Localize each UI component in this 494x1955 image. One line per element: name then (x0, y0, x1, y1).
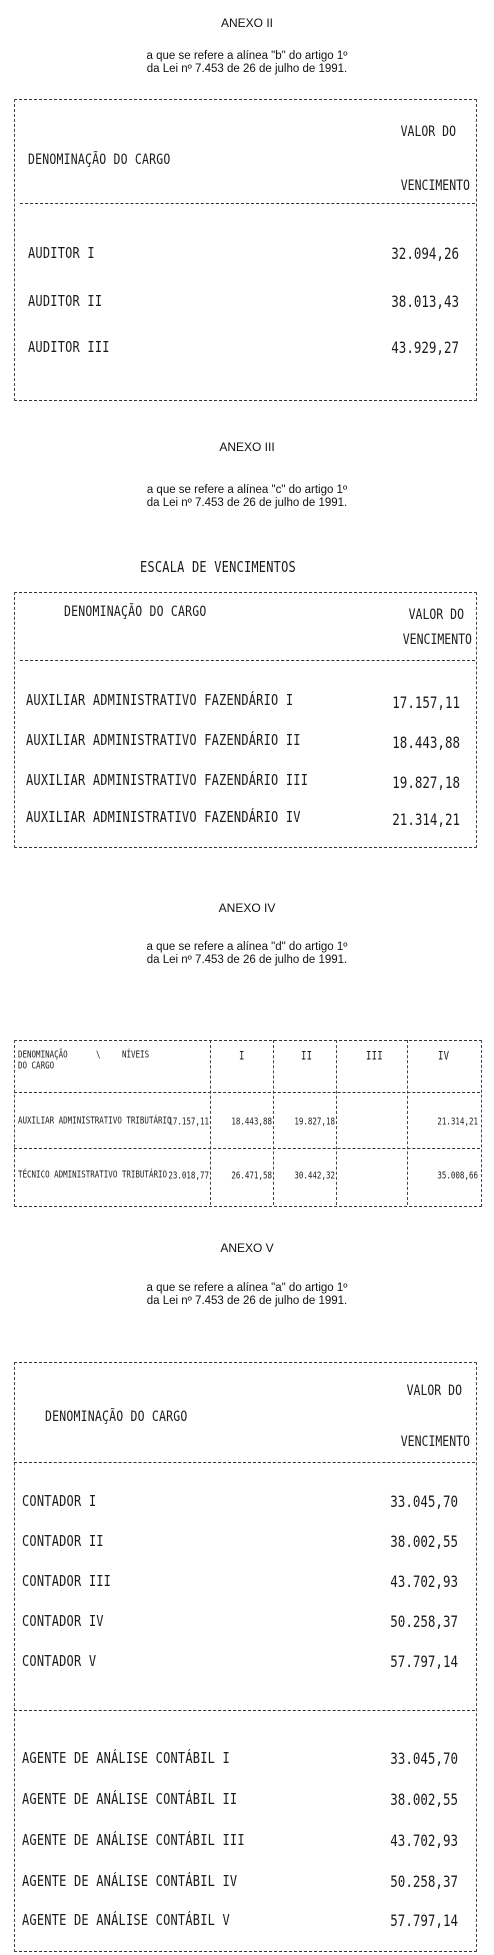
annex4-level-header: II (301, 1050, 313, 1064)
annex3-col-name: DENOMINAÇÃO DO CARGO (64, 602, 207, 620)
annex4-col-divider (336, 1040, 337, 1205)
annex4-row-value: 30.442,32 (294, 1169, 335, 1182)
annex3-ref-line1: a que se refere a alínea "c" do artigo 1º (146, 484, 348, 496)
annex5-row-name: CONTADOR II (22, 1532, 104, 1550)
annex3-row-value: 18.443,88 (392, 733, 460, 752)
annex5-row-value: 43.702,93 (390, 1572, 458, 1591)
annex4-col-divider (273, 1040, 274, 1205)
annex3-row-name: AUXILIAR ADMINISTRATIVO FAZENDÁRIO IV (26, 808, 301, 826)
annex2-col-value-2: VENCIMENTO (400, 176, 470, 194)
annex5-row-value: 57.797,14 (390, 1652, 458, 1671)
annex4-ref-line1: a que se refere a alínea "d" do artigo 1º (146, 941, 348, 953)
annex5-col-name: DENOMINAÇÃO DO CARGO (45, 1407, 188, 1425)
annex4-row-name: TÉCNICO ADMINISTRATIVO TRIBUTÁRIO (18, 1168, 168, 1181)
annex5-row-value: 57.797,14 (390, 1911, 458, 1930)
annex2-header-rule (20, 203, 475, 204)
annex4-row-value: 26.471,58 (231, 1169, 272, 1182)
annex2-heading: ANEXO II (220, 16, 273, 30)
annex4-col-name-1: DENOMINAÇÃO (18, 1048, 68, 1061)
annex5-ref-line2: da Lei nº 7.453 de 26 de julho de 1991. (146, 1295, 348, 1307)
annex2-row-value: 32.094,26 (391, 244, 459, 263)
annex4-level-header: I (239, 1050, 245, 1064)
annex2-ref-line2: da Lei nº 7.453 de 26 de julho de 1991. (146, 63, 348, 75)
annex4-row-value: 21.314,21 (437, 1115, 478, 1128)
annex5-col-value-1: VALOR DO (406, 1381, 462, 1399)
annex4-col-divider (210, 1040, 211, 1205)
annex5-row-value: 38.002,55 (390, 1790, 458, 1809)
annex4-level-header: III (366, 1050, 383, 1064)
annex4-row-value: 23.018,77 (168, 1169, 209, 1182)
annex4-col-divider (407, 1040, 408, 1205)
annex2-col-name: DENOMINAÇÃO DO CARGO (28, 150, 171, 168)
annex2-row-value: 38.013,43 (391, 292, 459, 311)
annex5-row-value: 38.002,55 (390, 1532, 458, 1551)
annex3-row-name: AUXILIAR ADMINISTRATIVO FAZENDÁRIO I (26, 691, 294, 709)
annex5-row-name: CONTADOR I (22, 1492, 97, 1510)
annex4-row-value: 35.008,66 (437, 1169, 478, 1182)
annex3-heading: ANEXO III (219, 440, 275, 454)
annex4-col-levels-divider: \ (96, 1048, 101, 1061)
annex4-level-header: IV (438, 1050, 450, 1064)
annex5-header-rule (14, 1462, 475, 1463)
annex2-row-value: 43.929,27 (391, 338, 459, 357)
annex2-ref-line1: a que se refere a alínea "b" do artigo 1º (146, 50, 348, 62)
annex4-row-rule (14, 1148, 480, 1149)
annex2-row-name: AUDITOR I (28, 244, 95, 262)
annex4-col-levels: NÍVEIS (122, 1048, 150, 1061)
annex5-heading: ANEXO V (220, 1241, 274, 1255)
annex4-row-name: AUXILIAR ADMINISTRATIVO TRIBUTÁRIO (18, 1114, 172, 1127)
annex2-col-value-1: VALOR DO (400, 122, 456, 140)
annex4-row-value: 18.443,88 (231, 1115, 272, 1128)
annex5-row-value: 50.258,37 (390, 1612, 458, 1631)
annex4-row-value: 17.157,11 (168, 1115, 209, 1128)
annex5-row-value: 33.045,70 (390, 1492, 458, 1511)
annex3-row-value: 21.314,21 (392, 810, 460, 829)
annex5-row-value: 33.045,70 (390, 1749, 458, 1768)
annex3-scale-title: ESCALA DE VENCIMENTOS (140, 558, 296, 576)
annex5-row-name: CONTADOR V (22, 1652, 97, 1670)
annex3-col-value-2: VENCIMENTO (402, 630, 472, 648)
annex5-row-name: CONTADOR III (22, 1572, 112, 1590)
annex3-header-rule (20, 660, 475, 661)
annex5-row-name: AGENTE DE ANÁLISE CONTÁBIL V (22, 1911, 230, 1929)
annex3-row-value: 17.157,11 (392, 693, 460, 712)
annex5-row-name: AGENTE DE ANÁLISE CONTÁBIL I (22, 1749, 230, 1767)
annex4-ref-line2: da Lei nº 7.453 de 26 de julho de 1991. (146, 954, 348, 966)
annex3-col-value-1: VALOR DO (408, 605, 464, 623)
annex4-heading: ANEXO IV (218, 901, 276, 915)
annex4-header-rule (14, 1092, 480, 1093)
annex5-row-name: AGENTE DE ANÁLISE CONTÁBIL III (22, 1831, 245, 1849)
annex5-group-rule (14, 1710, 475, 1711)
annex3-ref-line2: da Lei nº 7.453 de 26 de julho de 1991. (146, 497, 348, 509)
annex5-ref-line1: a que se refere a alínea "a" do artigo 1º (146, 1282, 348, 1294)
annex5-row-name: AGENTE DE ANÁLISE CONTÁBIL II (22, 1790, 238, 1808)
annex4-row-value: 19.827,18 (294, 1115, 335, 1128)
annex5-row-value: 50.258,37 (390, 1872, 458, 1891)
annex5-row-name: AGENTE DE ANÁLISE CONTÁBIL IV (22, 1872, 238, 1890)
annex5-row-value: 43.702,93 (390, 1831, 458, 1850)
annex3-row-value: 19.827,18 (392, 773, 460, 792)
annex2-row-name: AUDITOR III (28, 338, 110, 356)
annex3-row-name: AUXILIAR ADMINISTRATIVO FAZENDÁRIO II (26, 731, 301, 749)
annex3-row-name: AUXILIAR ADMINISTRATIVO FAZENDÁRIO III (26, 771, 309, 789)
annex5-row-name: CONTADOR IV (22, 1612, 104, 1630)
annex2-row-name: AUDITOR II (28, 292, 103, 310)
annex5-col-value-2: VENCIMENTO (400, 1432, 470, 1450)
annex4-col-name-2: DO CARGO (18, 1059, 55, 1072)
